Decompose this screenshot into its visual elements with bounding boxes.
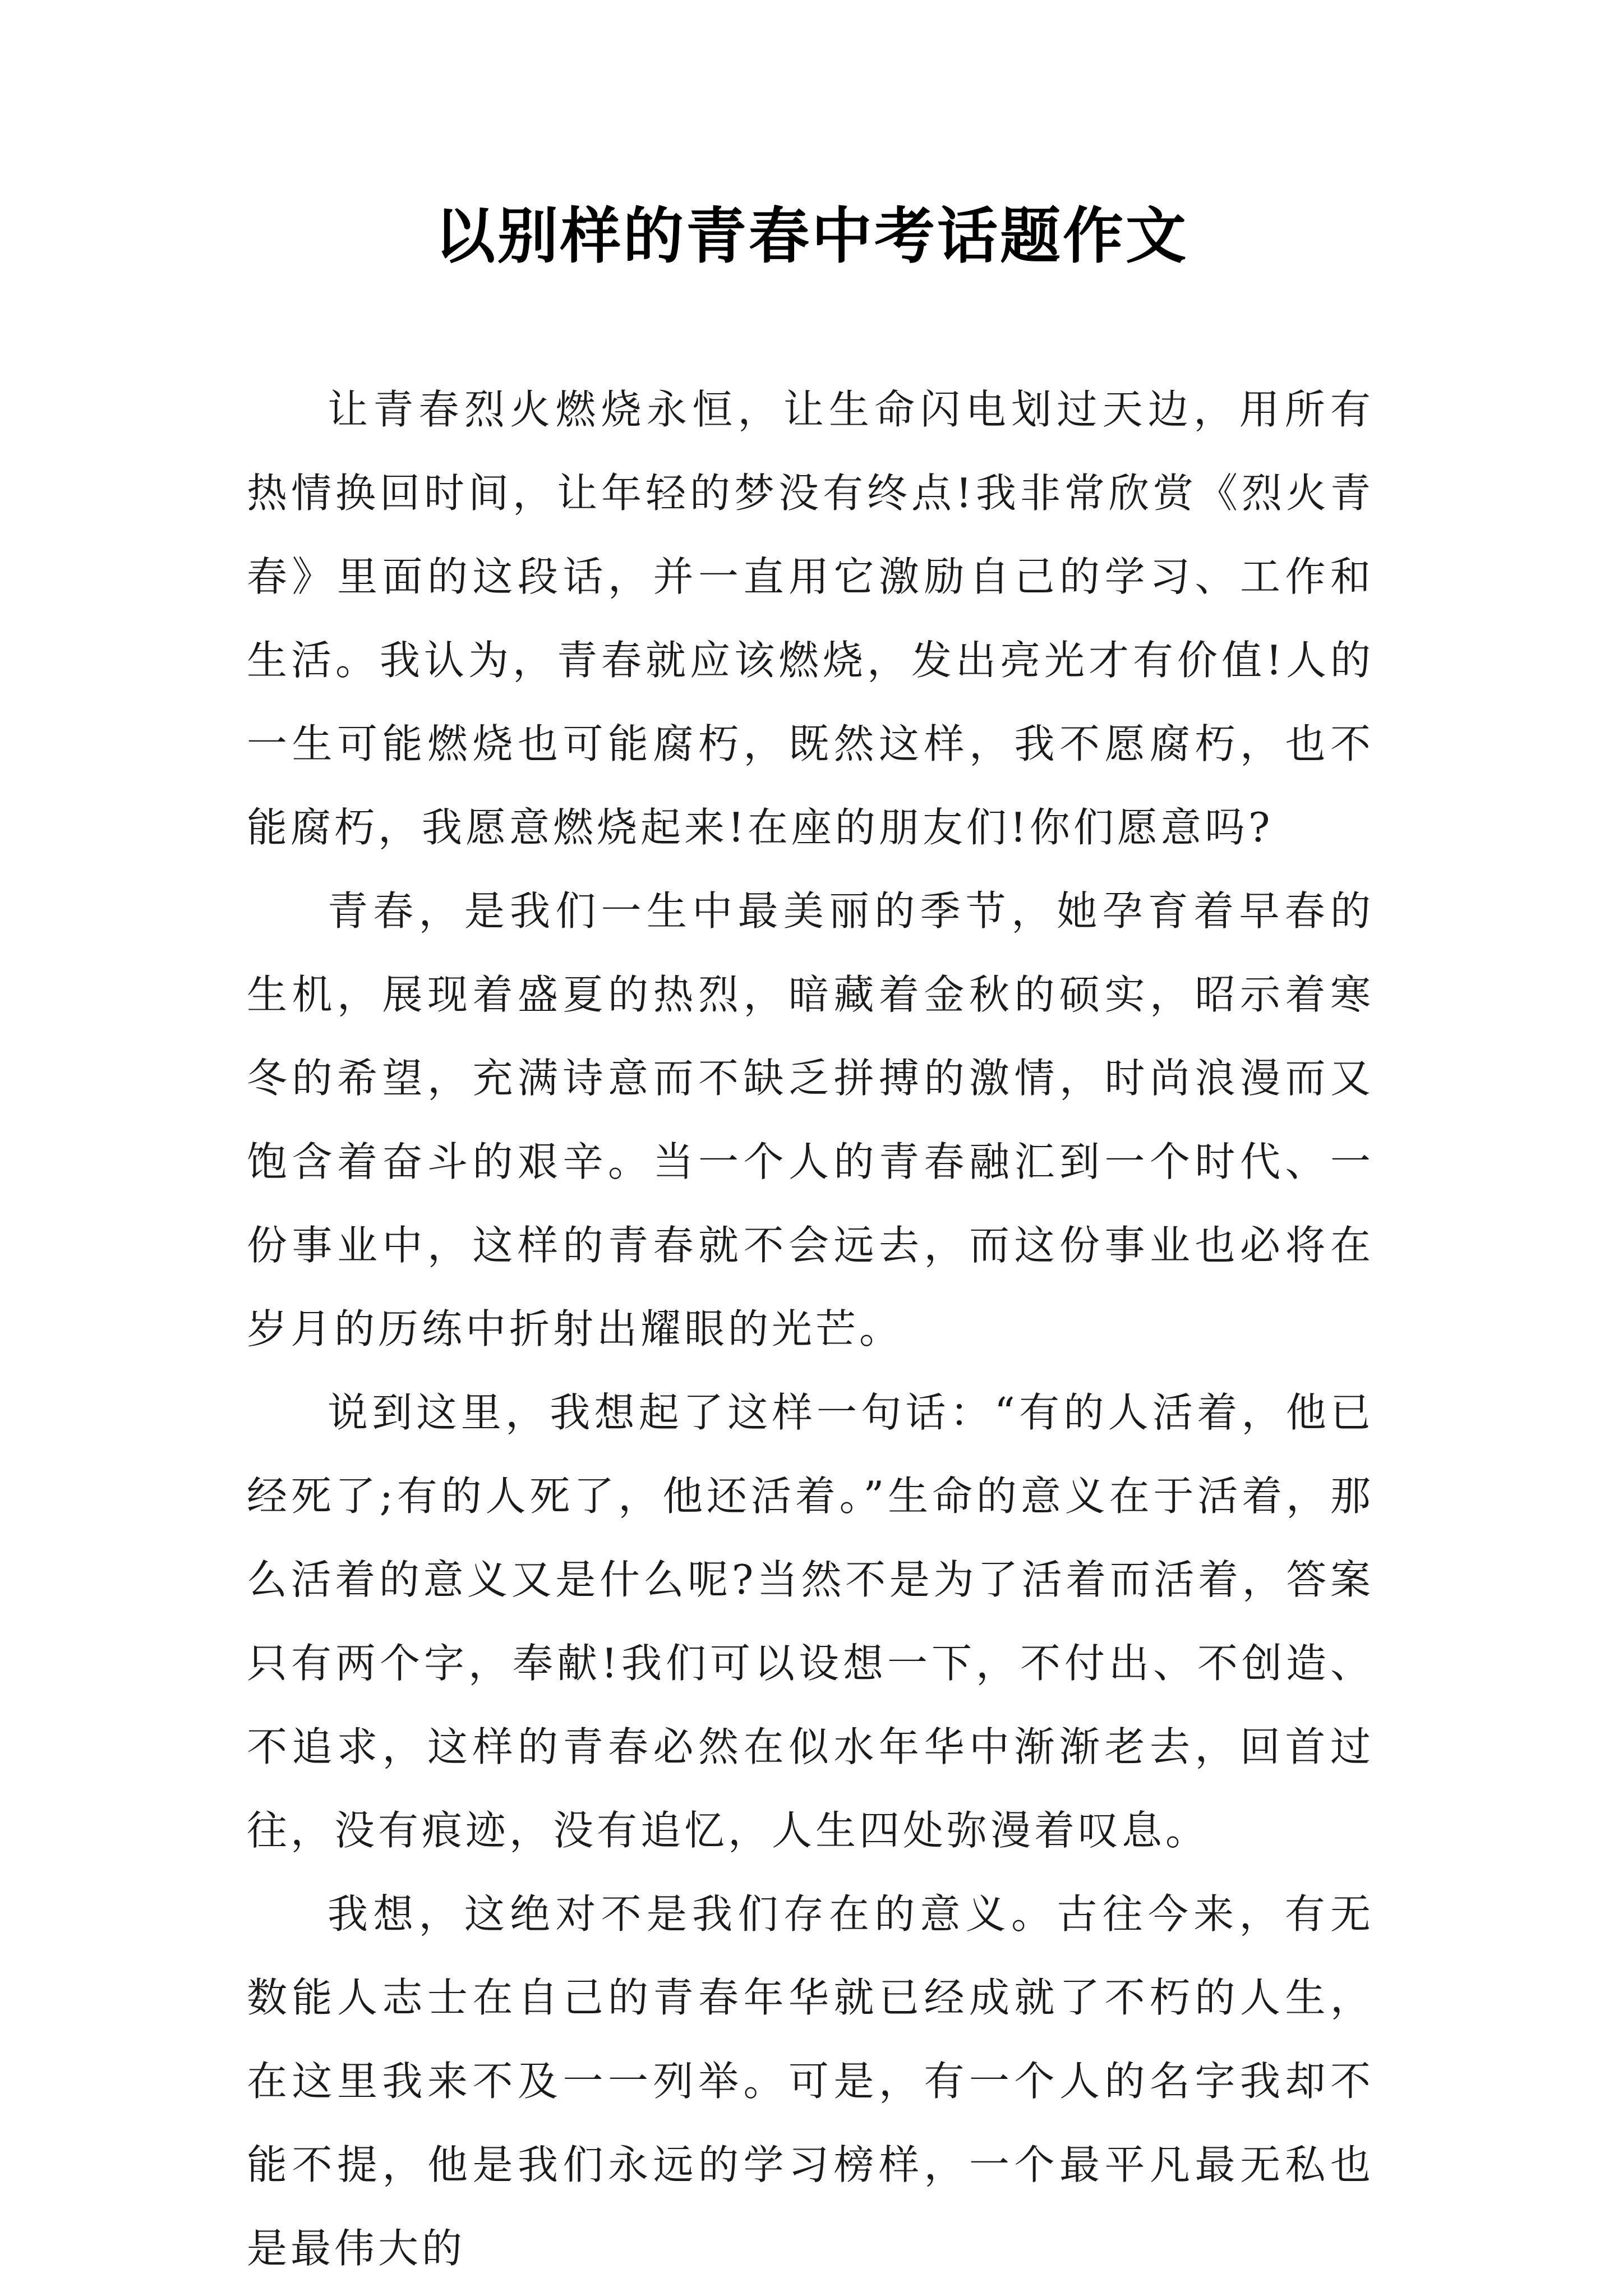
document-body <box>247 368 1374 2290</box>
document-title: 以别样的青春中考话题作文 <box>434 201 1188 272</box>
paragraph-3: 说到这里，我想起了这样一句话：“有的人活着，他已经死了;有的人死了，他还活着。”生命的意义在于活着，那么活着的意义又是什么呢?当然不是为了活着而活着，答案只有两个字，奉献!我们可以设想一下，不付出、不创造、不追求，这样的青春必然在似水年华中渐渐老去，回首过往，没有痕迹，没有追忆，人生四处弥漫着叹息。 <box>247 1389 1374 1854</box>
paragraph-1: 让青春烈火燃烧永恒，让生命闪电划过天边，用所有热情换回时间，让年轻的梦没有终点!我非常欣赏《烈火青春》里面的这段话，并一直用它激励自己的学习、工作和生活。我认为，青春就应该燃烧，发出亮光才有价值!人的一生可能燃烧也可能腐朽，既然这样，我不愿腐朽，也不能腐朽，我愿意燃烧起来!在座的朋友们!你们愿意吗? <box>247 386 1374 851</box>
paragraph-2: 青春，是我们一生中最美丽的季节，她孕育着早春的生机，展现着盛夏的热烈，暗藏着金秋的硕实，昭示着寒冬的希望，充满诗意而不缺乏拼搏的激情，时尚浪漫而又饱含着奋斗的艰辛。当一个人的青春融汇到一个时代、一份事业中，这样的青春就不会远去，而这份事业也必将在岁月的历练中折射出耀眼的光芒。 <box>247 887 1374 1352</box>
paragraph-4: 我想，这绝对不是我们存在的意义。古往今来，有无数能人志士在自己的青春年华就已经成就了不朽的人生，在这里我来不及一一列举。可是，有一个人的名字我却不能不提，他是我们永远的学习榜样，一个最平凡最无私也是最伟大的 <box>247 1890 1374 2272</box>
